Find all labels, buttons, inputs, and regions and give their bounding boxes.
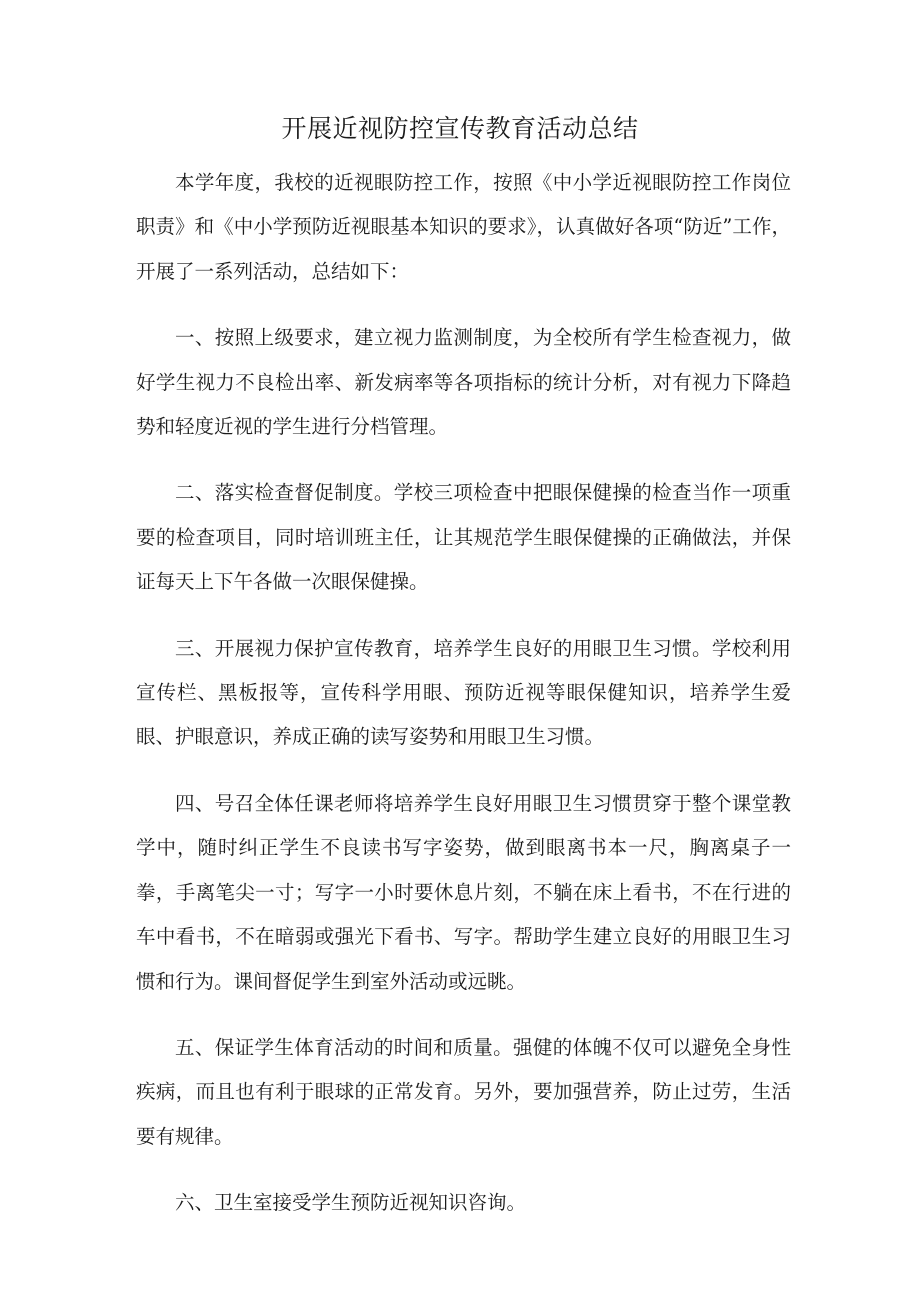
paragraph-5: 五、保证学生体育活动的时间和质量。强健的体魄不仅可以避免全身性疾病，而且也有利于眼球的正常发育。另外，要加强营养，防止过劳，生活要有规律。 [136, 1035, 791, 1148]
paragraph-1: 一、按照上级要求，建立视力监测制度，为全校所有学生检查视力，做好学生视力不良检出率、新发病率等各项指标的统计分析，对有视力下降趋势和轻度近视的学生进行分档管理。 [136, 326, 791, 439]
document-body [136, 161, 791, 1228]
paragraph-2: 二、落实检查督促制度。学校三项检查中把眼保健操的检查当作一项重要的检查项目，同时培训班主任，让其规范学生眼保健操的正确做法，并保证每天上下午各做一次眼保健操。 [136, 481, 791, 594]
document-title: 开展近视防控宣传教育活动总结 [281, 114, 639, 143]
paragraph-6: 六、卫生室接受学生预防近视知识咨询。 [175, 1191, 527, 1215]
intro-paragraph: 本学年度，我校的近视眼防控工作，按照《中小学近视眼防控工作岗位职责》和《中小学预防近视眼基本知识的要求》，认真做好各项“防近”工作，开展了一系列活动，总结如下： [136, 171, 791, 283]
paragraph-3: 三、开展视力保护宣传教育，培养学生良好的用眼卫生习惯。学校利用宣传栏、黑板报等，宣传科学用眼、预防近视等眼保健知识，培养学生爱眼、护眼意识，养成正确的读写姿势和用眼卫生习惯。 [136, 636, 791, 749]
paragraph-4: 四、号召全体任课老师将培养学生良好用眼卫生习惯贯穿于整个课堂教学中，随时纠正学生不良读书写字姿势，做到眼离书本一尺，胸离桌子一拳，手离笔尖一寸；写字一小时要休息片刻，不躺在床上看书，不在行进的车中看书，不在暗弱或强光下看书、写字。帮助学生建立良好的用眼卫生习惯和行为。课间督促学生到室外活动或远眺。 [136, 791, 791, 993]
